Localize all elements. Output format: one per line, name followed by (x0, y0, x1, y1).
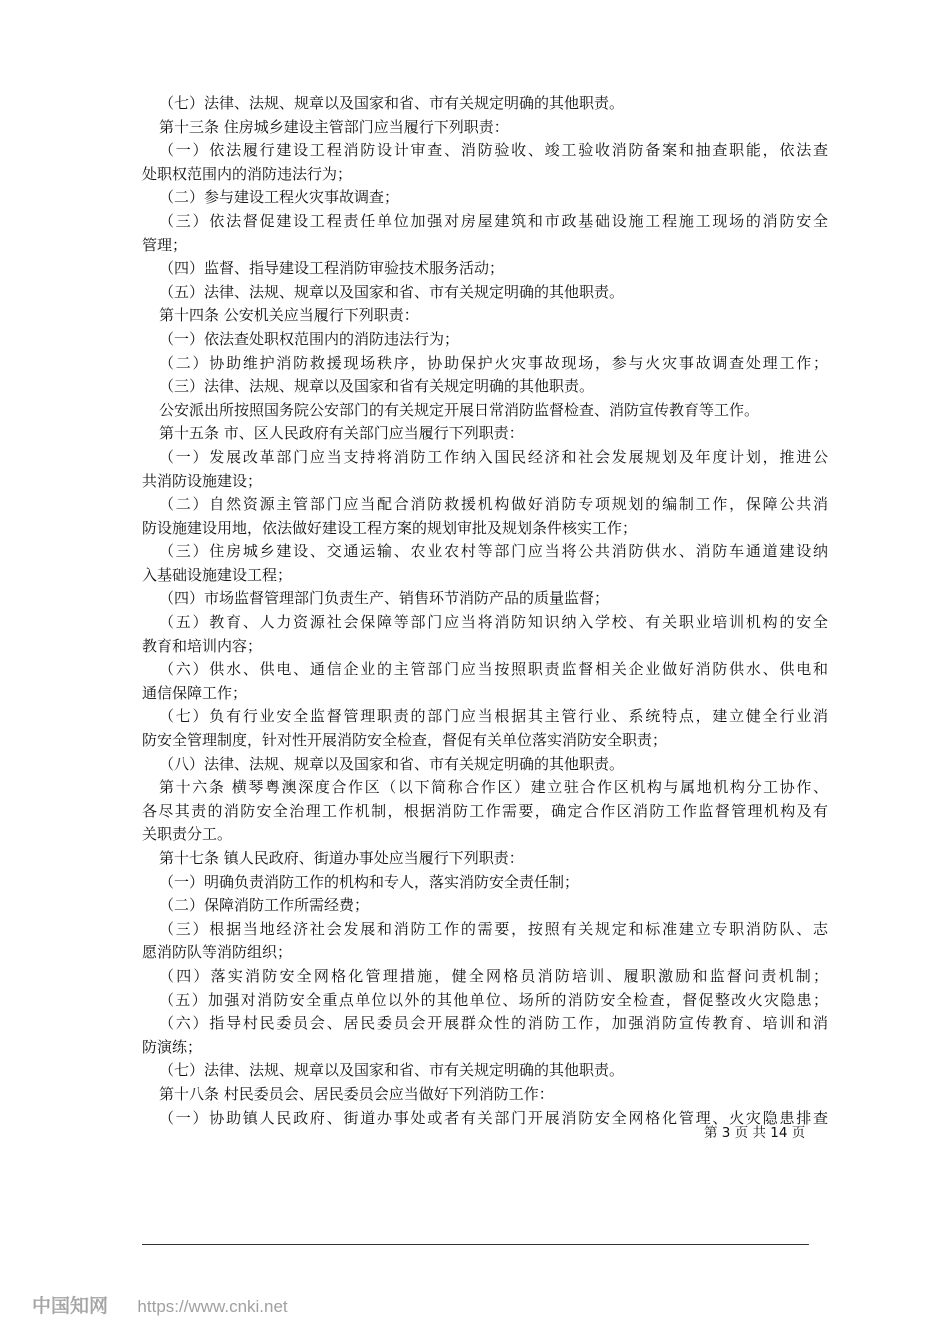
text-line: （七）法律、法规、规章以及国家和省、市有关规定明确的其他职责。 (159, 1061, 625, 1080)
text-line: （二）协助维护消防救援现场秩序，协助保护火灾事故现场，参与火灾事故调查处理工作； (159, 353, 828, 372)
text-line: （一）依法查处职权范围内的消防违法行为； (159, 329, 460, 348)
text-line: 管理； (142, 235, 188, 254)
text-line: （二）自然资源主管部门应当配合消防救援机构做好消防专项规划的编制工作，保障公共消 (159, 495, 828, 514)
text-line: （四）监督、指导建设工程消防审验技术服务活动； (159, 259, 505, 278)
text-line: 关职责分工。 (142, 825, 233, 844)
text-line: （一）协助镇人民政府、街道办事处或者有关部门开展消防安全网格化管理、火灾隐患排查 (159, 1108, 828, 1127)
text-line: （二）参与建设工程火灾事故调查； (159, 188, 400, 207)
text-line: （三）住房城乡建设、交通运输、农业农村等部门应当将公共消防供水、消防车通道建设纳 (159, 542, 828, 561)
text-line: 处职权范围内的消防违法行为； (142, 164, 353, 183)
text-line: （五）加强对消防安全重点单位以外的其他单位、场所的消防安全检查，督促整改火灾隐患； (159, 990, 828, 1009)
text-line: （五）法律、法规、规章以及国家和省、市有关规定明确的其他职责。 (159, 282, 625, 301)
text-line: 共消防设施建设； (142, 471, 263, 490)
text-line: 防设施建设用地，依法做好建设工程方案的规划审批及规划条件核实工作； (142, 518, 638, 537)
text-line: 第十四条 公安机关应当履行下列职责： (159, 306, 419, 325)
text-line: （六）供水、供电、通信企业的主管部门应当按照职责监督相关企业做好消防供水、供电和 (159, 660, 828, 679)
watermark-url: https://www.cnki.net (137, 1297, 288, 1316)
watermark (32, 1293, 288, 1319)
text-line: （八）法律、法规、规章以及国家和省、市有关规定明确的其他职责。 (159, 754, 625, 773)
text-line: （四）市场监督管理部门负责生产、销售环节消防产品的质量监督； (159, 589, 610, 608)
text-line: （六）指导村民委员会、居民委员会开展群众性的消防工作，加强消防宣传教育、培训和消 (159, 1014, 828, 1033)
text-line: （三）根据当地经济社会发展和消防工作的需要，按照有关规定和标准建立专职消防队、志 (159, 919, 828, 938)
watermark-brand: 中国知网 (32, 1295, 109, 1317)
text-line: （三）依法督促建设工程责任单位加强对房屋建筑和市政基础设施工程施工现场的消防安全 (159, 211, 828, 230)
document-body (142, 92, 828, 1130)
text-line: （一）发展改革部门应当支持将消防工作纳入国民经济和社会发展规划及年度计划，推进公 (159, 447, 828, 466)
text-line: （二）保障消防工作所需经费； (159, 896, 370, 915)
text-line: 通信保障工作； (142, 683, 248, 702)
text-line: 第十五条 市、区人民政府有关部门应当履行下列职责： (159, 424, 524, 443)
text-line: 第十六条 横琴粤澳深度合作区（以下简称合作区）建立驻合作区机构与属地机构分工协作、 (159, 778, 828, 797)
text-line: 第十七条 镇人民政府、街道办事处应当履行下列职责： (159, 849, 524, 867)
text-line: （一）明确负责消防工作的机构和专人，落实消防安全责任制； (159, 872, 580, 891)
text-line: 第十八条 村民委员会、居民委员会应当做好下列消防工作： (159, 1084, 554, 1103)
text-line: （七）法律、法规、规章以及国家和省、市有关规定明确的其他职责。 (159, 94, 625, 112)
text-line: 防演练； (142, 1037, 203, 1056)
text-line: 防安全管理制度，针对性开展消防安全检查，督促有关单位落实消防安全职责； (142, 731, 668, 750)
text-line: 公安派出所按照国务院公安部门的有关规定开展日常消防监督检查、消防宣传教育等工作。 (159, 400, 760, 419)
text-line: （五）教育、人力资源社会保障等部门应当将消防知识纳入学校、有关职业培训机构的安全 (159, 613, 828, 632)
text-line: （四）落实消防安全网格化管理措施，健全网格员消防培训、履职激励和监督问责机制； (159, 966, 828, 985)
text-line: （一）依法履行建设工程消防设计审查、消防验收、竣工验收消防备案和抽查职能，依法查 (159, 141, 828, 160)
footer-divider (142, 1244, 809, 1245)
text-line: 各尽其责的消防安全治理工作机制，根据消防工作需要，确定合作区消防工作监督管理机构及有 (142, 801, 828, 820)
text-line: 第十三条 住房城乡建设主管部门应当履行下列职责： (159, 117, 509, 136)
text-line: （七）负有行业安全监督管理职责的部门应当根据其主管行业、系统特点，建立健全行业消 (159, 707, 828, 726)
text-line: 愿消防队等消防组织； (142, 943, 293, 962)
text-line: （三）法律、法规、规章以及国家和省有关规定明确的其他职责。 (159, 377, 595, 396)
text-line: 教育和培训内容； (142, 636, 263, 655)
page-number: 第 3 页 共 14 页 (704, 1125, 806, 1141)
text-line: 入基础设施建设工程； (142, 565, 293, 584)
